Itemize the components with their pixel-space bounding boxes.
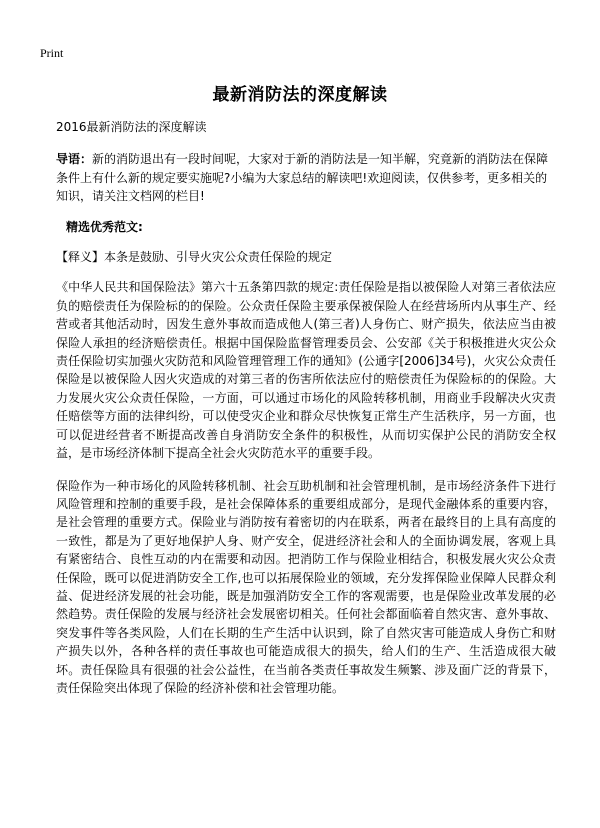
body-paragraph-1: 《中华人民共和国保险法》第六十五条第四款的规定:责任保险是指以被保险人对第三者依法应负的赔偿责任为保险标的的保险。公众责任保险主要承保被保险人在经营场所内从事生产、经营或者其他活动时，因发生意外事故而造成他人(第三者)人身伤亡、财产损失，依法应当由被保险人承担的经济赔偿责任。根据中国保险监督管理委员会、公安部《关于积极推进火灾公众责任保险切实加强火灾防范和风险管理管理工作的通知》(公通字[2006]34号)，火灾公众责任保险是以被保险人因火灾造成的对第三者的伤害所依法应付的赔偿责任为保险标的的保险。大力发展火灾公众责任保险，一方面，可以通过市场化的风险转移机制，用商业手段解决火灾责任赔偿等方面的法律纠纷，可以使受灾企业和群众尽快恢复正常生产生活秩序，另一方面，也可以促进经营者不断提高改善自身消防安全条件的积极性，从而切实保护公民的消防安全权益，是市场经济体制下提高全社会火灾防范水平的重要手段。: [56, 280, 556, 461]
print-link[interactable]: Print: [40, 46, 64, 60]
section-heading: 精选优秀范文:: [66, 219, 143, 234]
body-paragraph-2: 保险作为一种市场化的风险转移机制、社会互助机制和社会管理机制，是市场经济条件下进行风险管理和控制的重要手段，是社会保障体系的重要组成部分，是现代金融体系的重要内容，是社会管理的重要方式。保险业与消防按有着密切的内在联系，两者在最终目的上具有高度的一致性，都是为了更好地保护人身、财产安全，促进经济社会和人的全面协调发展，客观上具有紧密结合、良性互动的内在需要和动因。把消防工作与保险业相结合，积极发展火灾公众责任保险，既可以促进消防安全工作,也可以拓展保险业的领域，充分发挥保险业保障人民群众利益、促进经济发展的社会功能，既是加强消防安全工作的客观需要，也是保险业改革发展的必然趋势。责任保险的发展与经济社会发展密切相关。任何社会都面临着自然灾害、意外事故、突发事件等各类风险，人们在长期的生产生活中认识到，除了自然灾害可能造成人身伤亡和财产损失以外，各种各样的责任事故也可能造成很大的损失，给人们的生产、生活造成很大破坏。责任保险具有很强的社会公益性，在当前各类责任事故发生频繁、涉及面广泛的背景下，责任保险突出体现了保险的经济补偿和社会管理功能。: [56, 478, 556, 695]
intro-paragraph: [56, 150, 556, 205]
document-subtitle: 2016最新消防法的深度解读: [56, 120, 207, 134]
intro-text: 新的消防退出有一段时间呢，大家对于新的消防法是一知半解，究竟新的消防法在保障条件上有什么新的规定要实施呢?小编为大家总结的解读吧!欢迎阅读，仅供参考，更多相关的知识，请关注文档网的栏目!: [56, 152, 549, 204]
document-title: 最新消防法的深度解读: [212, 85, 388, 105]
interpretation-line: 【释义】本条是鼓励、引导火灾公众责任保险的规定: [56, 250, 333, 265]
document-body: [56, 118, 556, 711]
intro-label: 导语：: [56, 152, 93, 167]
